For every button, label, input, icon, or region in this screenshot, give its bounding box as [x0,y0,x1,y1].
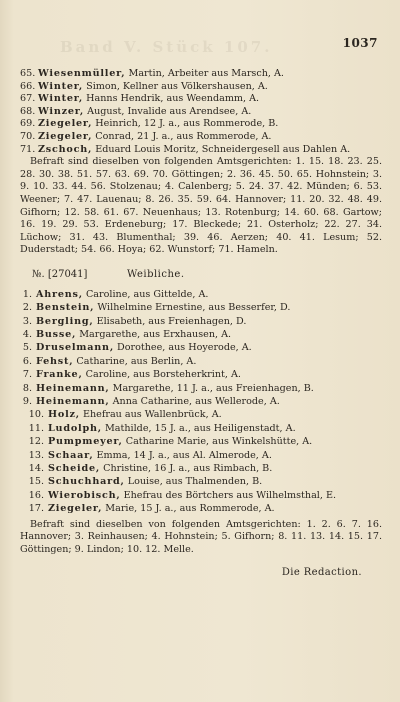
list-item: 9. Heinemann, Anna Catharine, aus Wellerode, A. [22,396,280,408]
list-item: 7. Franke, Caroline, aus Borsteherkrint, A. [22,369,241,381]
list-item: 68. Winzer, August, Invalide aus Arendsee, A. [20,105,252,117]
court-paragraph: Befraft sind dieselben von folgenden Amtsgerichten: 1. 15. 18. 23. 25. 28. 30. 38. 51. 57. 63. 69. 70. Göttingen; 2. 36. 45. 50. 65. Hohnstein; 3. 9. 10. 33. 44. 56. Stolzenau; 4. Calenberg; 5. 24. 37. 42. Münden; 6. 53. Weener; 7. 47. Lauenau; 8. 26. 35. 59. 64. Hannover; 11. 20. 32. 48. 49. Gifhorn; 12. 58. 61. 67. Neuenhaus; 13. Rotenburg; 14. 60. 68. Gartow; 16. 19. 29. 53. Erdeneburg; 17. Bleckede; 21. Osterholz; 22. 27. 34. Lüchow; 31. 43. Blumenthal; 39. 46. Aerzen; 40. 41. Lesum; 52. Duderstadt; 54. 66. Hoya; 62. Wunstorf; 71. Hameln. [20,156,382,256]
list-item: 14. Scheide, Christine, 16 J. a., aus Rimbach, B. [28,462,273,474]
list-item: 10. Holz, Ehefrau aus Wallenbrück, A. [28,409,222,421]
list-item: 6. Fehst, Catharine, aus Berlin, A. [22,355,197,367]
list-item: 67. Winter, Hanns Hendrik, aus Weendamm, A. [20,93,260,105]
list-item: 8. Heinemann, Margarethe, 11 J. a., aus Freienhagen, B. [22,382,314,394]
list-item: 65. Wiesenmüller, Martin, Arbeiter aus Marsch, A. [20,68,284,79]
list-item: 3. Bergling, Elisabeth, aus Freienhagen, D. [22,315,247,327]
section-header [20,269,382,280]
list-item: 15. Schuchhard, Louise, aus Thalmenden, B. [28,476,263,488]
list-item: 12. Pumpmeyer, Catharine Marie, aus Winkelshütte, A. [28,436,313,448]
list-item: 69. Ziegeler, Heinrich, 12 J. a., aus Rommerode, B. [20,118,279,130]
list-item: 2. Benstein, Wilhelmine Ernestine, aus Besserfer, D. [22,302,291,314]
list-item: 17. Ziegeler, Marie, 15 J. a., aus Rommerode, A. [28,503,275,515]
list-item: 1. Ahrens, Caroline, aus Gittelde, A. [22,288,209,300]
list-item: 16. Wierobisch, Ehefrau des Börtchers aus Wilhelmsthal, E. [28,489,337,501]
list-female [20,289,382,516]
list-item: 13. Schaar, Emma, 14 J. a., aus Al. Almerode, A. [28,449,272,461]
section-title: Weibliche. [127,268,185,280]
list-item: 11. Ludolph, Mathilde, 15 J. a., aus Heiligenstadt, A. [28,422,296,434]
page-number: 1037 [342,36,378,50]
list-item: 5. Druselmann, Dorothee, aus Hoyerode, A. [22,342,252,354]
case-number: №. [27041] [32,268,88,280]
signature: Die Redaction. [281,566,362,578]
list-item: 4. Busse, Margarethe, aus Erxhausen, A. [22,329,232,341]
list-item: 66. Winter, Simon, Kellner aus Völkershausen, A. [20,80,268,92]
court-paragraph: Befraft sind dieselben von folgenden Amtsgerichten: 1. 2. 6. 7. 16. Hannover; 3. Reinhausen; 4. Hohnstein; 5. Gifhorn; 8. 11. 13. 14. 15. 17. Göttingen; 9. Lindon; 10. 12. Melle. [20,518,382,555]
bleed-through-heading: Band V. Stück 107. [60,38,273,56]
list-item: 71. Zschoch, Eduard Louis Moritz, Schneidergesell aus Dahlen A. [20,143,351,155]
list-item: 70. Ziegeler, Conrad, 21 J. a., aus Rommerode, A. [20,130,272,142]
list-male-continued [20,68,382,156]
